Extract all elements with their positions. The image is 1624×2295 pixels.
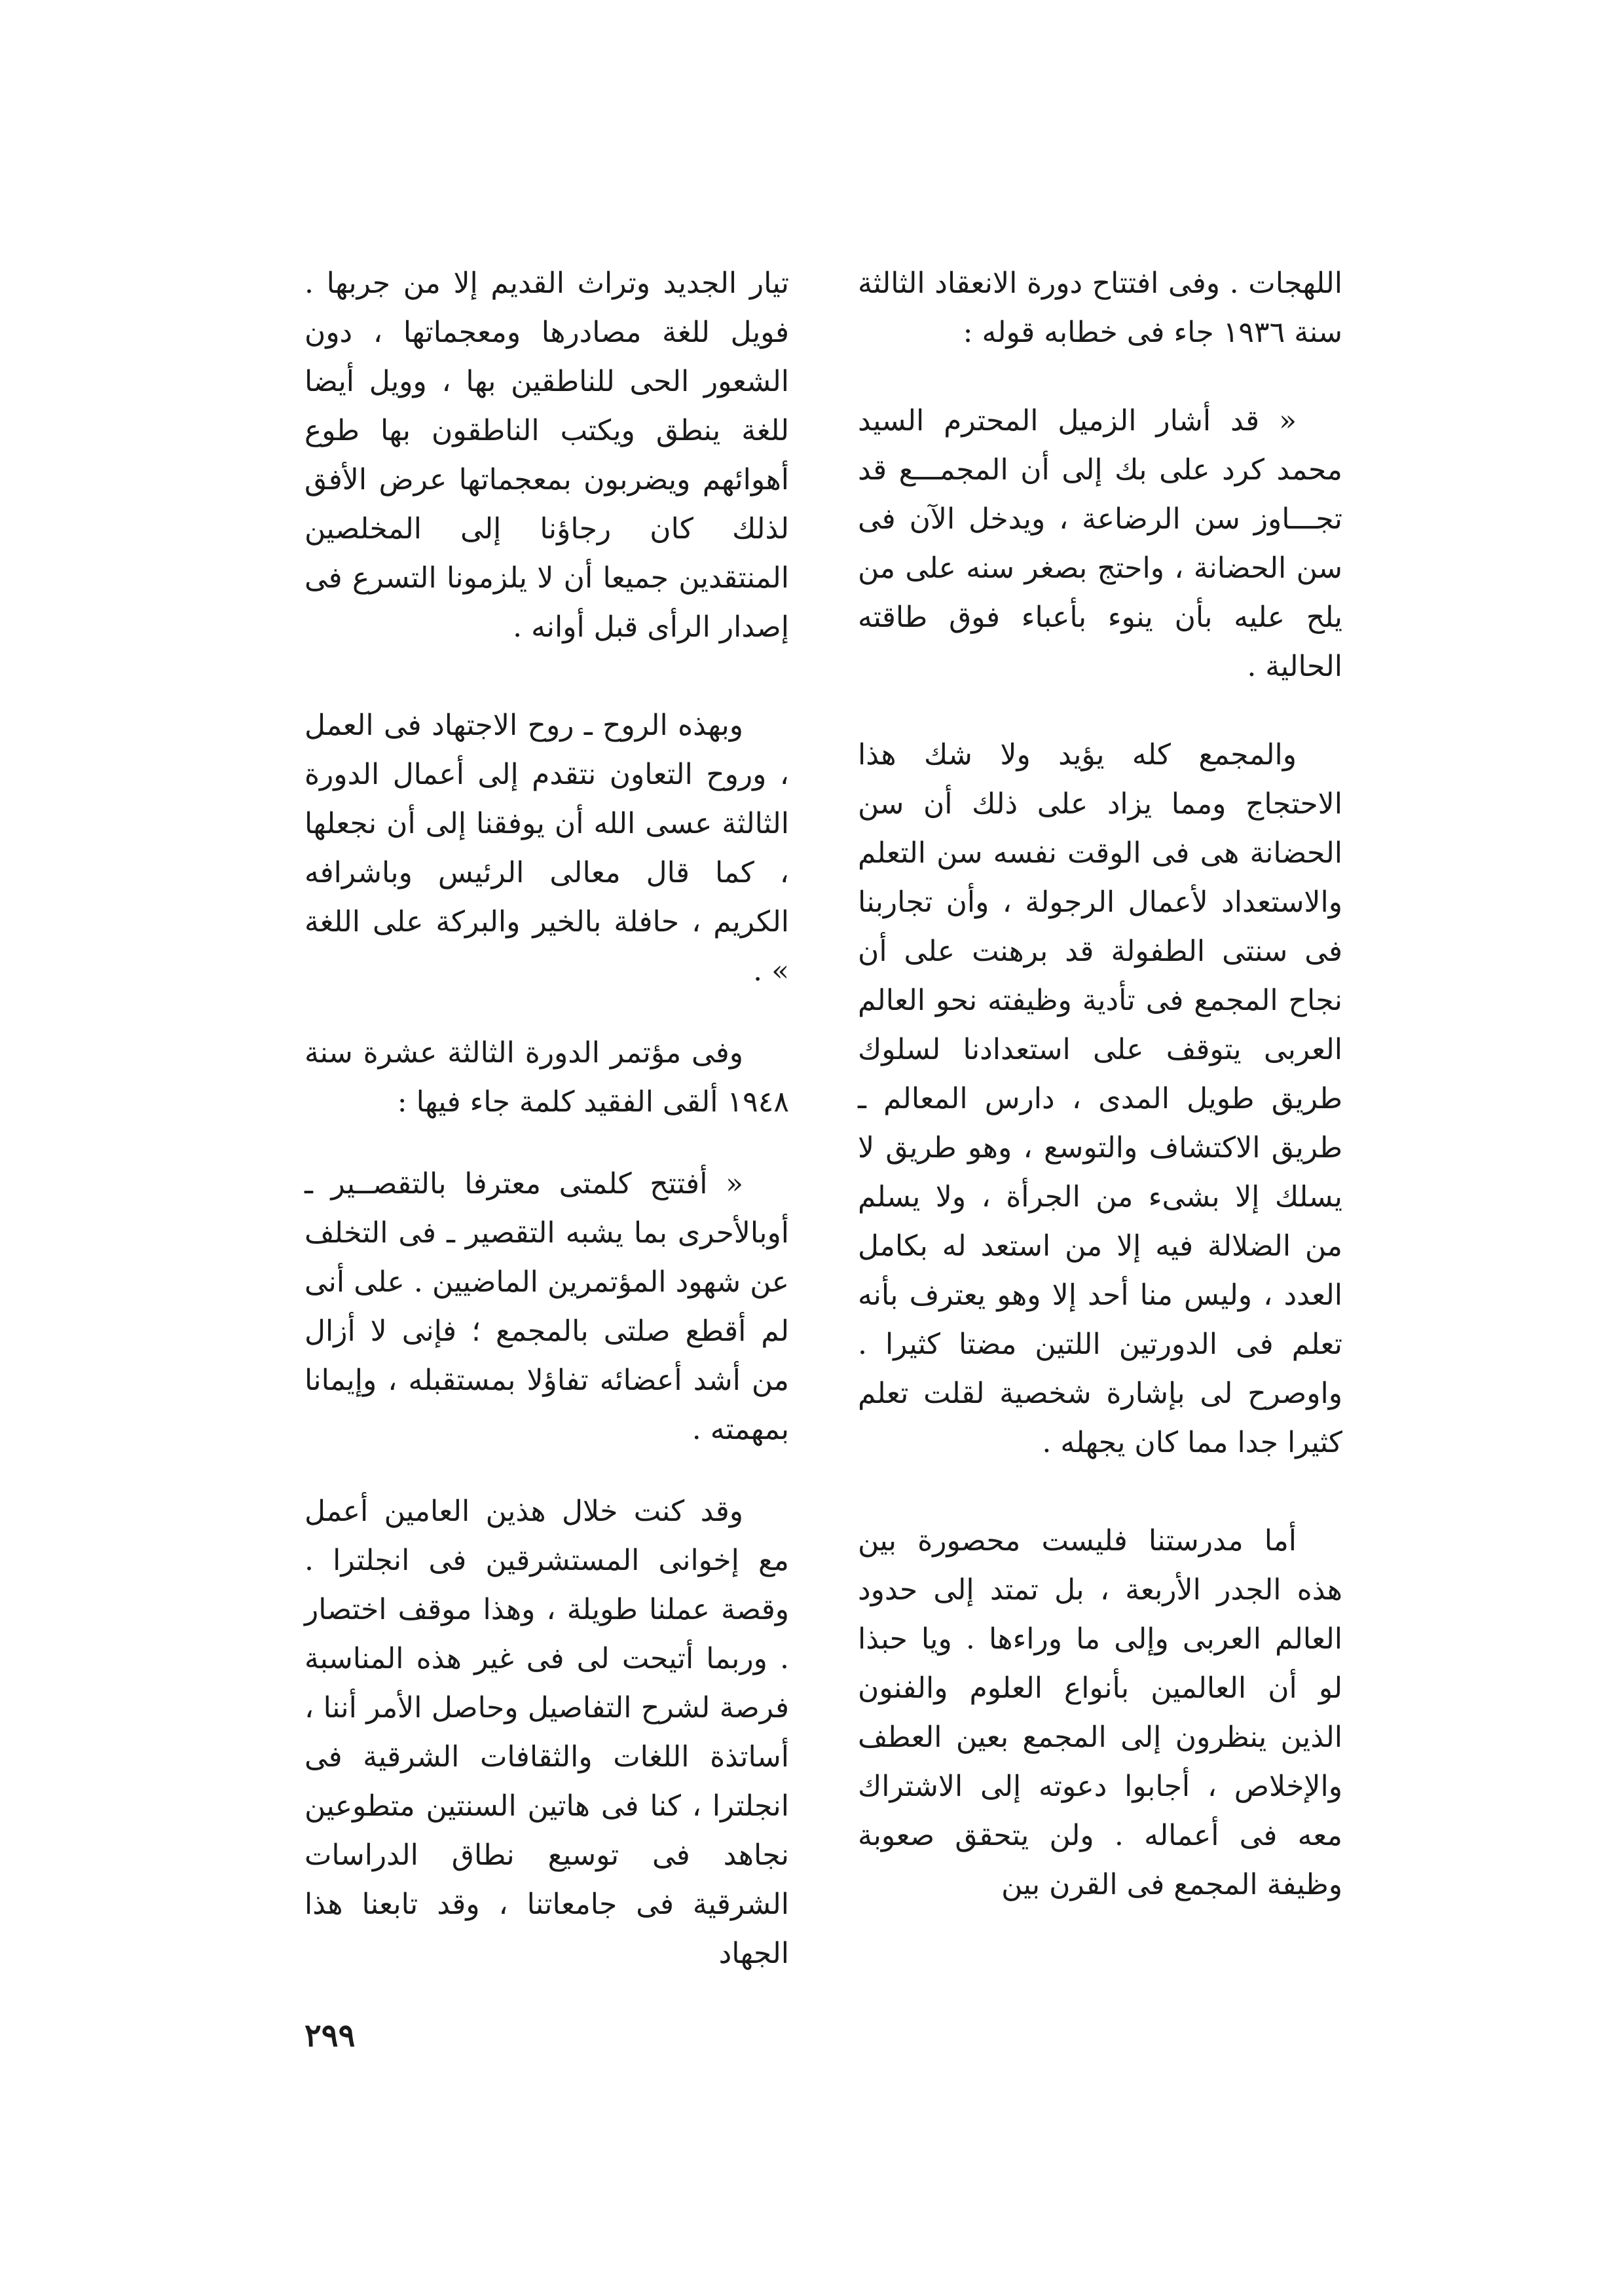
- left-column: [304, 259, 789, 1978]
- page-number: ٢٩٩: [304, 2017, 356, 2054]
- quote-paragraph: « قد أشار الزميل المحترم السيد محمد كرد على بك إلى أن المجمـــع قد تجـــاوز سن الرضاعة ، ويدخل الآن فى سن الحضانة ، واحتج بصغر سنه على من يلح عليه بأن ينوء بأعباء فوق طاقته الحالية .: [858, 404, 1342, 683]
- paragraph: وقد كنت خلال هذين العامين أعمل مع إخوانى المستشرقين فى انجلترا . وقصة عملنا طويلة ، وهذا موقف اختصار . وربما أتيحت لى فى غير هذه المناسبة فرصة لشرح التفاصيل وحاصل الأمر أننا ، أساتذة اللغات والثقافات الشرقية فى انجلترا ، كنا فى هاتين السنتين متطوعين نجاهد فى توسيع نطاق الدراسات الشرقية فى جامعاتنا ، وقد تابعنا هذا الجهاد: [304, 1495, 789, 1970]
- paragraph: تيار الجديد وتراث القديم إلا من جربها . فويل للغة مصادرها ومعجماتها ، دون الشعور الحى للناطقين بها ، وويل أيضا للغة ينطق ويكتب الناطقون بها طوع أهوائهم ويضربون بمعجماتها عرض الأفق لذلك كان رجاؤنا إلى المخلصين المنتقدين جميعا أن لا يلزمونا التسرع فى إصدار الرأى قبل أوانه .: [304, 267, 789, 644]
- paragraph: وبهذه الروح ـ روح الاجتهاد فى العمل ، وروح التعاون نتقدم إلى أعمال الدورة الثالثة عسى الله أن يوفقنا إلى أن نجعلها ، كما قال معالى الرئيس وباشرافه الكريم ، حافلة بالخير والبركة على اللغة » .: [304, 709, 789, 988]
- paragraph: أما مدرستنا فليست محصورة بين هذه الجدر الأربعة ، بل تمتد إلى حدود العالم العربى وإلى ما وراءها . ويا حبذا لو أن العالمين بأنواع العلوم والفنون الذين ينظرون إلى المجمع بعين العطف والإخلاص ، أجابوا دعوته إلى الاشتراك معه فى أعماله . ولن يتحقق صعوبة وظيفة المجمع فى القرن بين: [858, 1524, 1342, 1901]
- right-column: [858, 259, 1342, 1909]
- quote-paragraph: « أفتتح كلمتى معترفا بالتقصــير ـ أوبالأحرى بما يشبه التقصير ـ فى التخلف عن شهود المؤتمرين الماضيين . على أنى لم أقطع صلتى بالمجمع ؛ فإنى لا أزال من أشد أعضائه تفاؤلا بمستقبله ، وإيمانا بمهمته .: [304, 1167, 789, 1446]
- paragraph: وفى مؤتمر الدورة الثالثة عشرة سنة ١٩٤٨ ألقى الفقيد كلمة جاء فيها :: [304, 1036, 789, 1119]
- paragraph: والمجمع كله يؤيد ولا شك هذا الاحتجاج ومما يزاد على ذلك أن سن الحضانة هى فى الوقت نفسه سن التعلم والاستعداد لأعمال الرجولة ، وأن تجاربنا فى سنتى الطفولة قد برهنت على أن نجاح المجمع فى تأدية وظيفته نحو العالم العربى يتوقف على استعدادنا لسلوك طريق طويل المدى ، دارس المعالم ـ طريق الاكتشاف والتوسع ، وهو طريق لا يسلك إلا بشىء من الجرأة ، ولا يسلم من الضلالة فيه إلا من استعد له بكامل العدد ، وليس منا أحد إلا وهو يعترف بأنه تعلم فى الدورتين اللتين مضتا كثيرا . واوصرح لى بإشارة شخصية لقلت تعلم كثيرا جدا مما كان يجهله .: [858, 738, 1342, 1459]
- paragraph: اللهجات . وفى افتتاح دورة الانعقاد الثالثة سنة ١٩٣٦ جاء فى خطابه قوله :: [858, 267, 1342, 349]
